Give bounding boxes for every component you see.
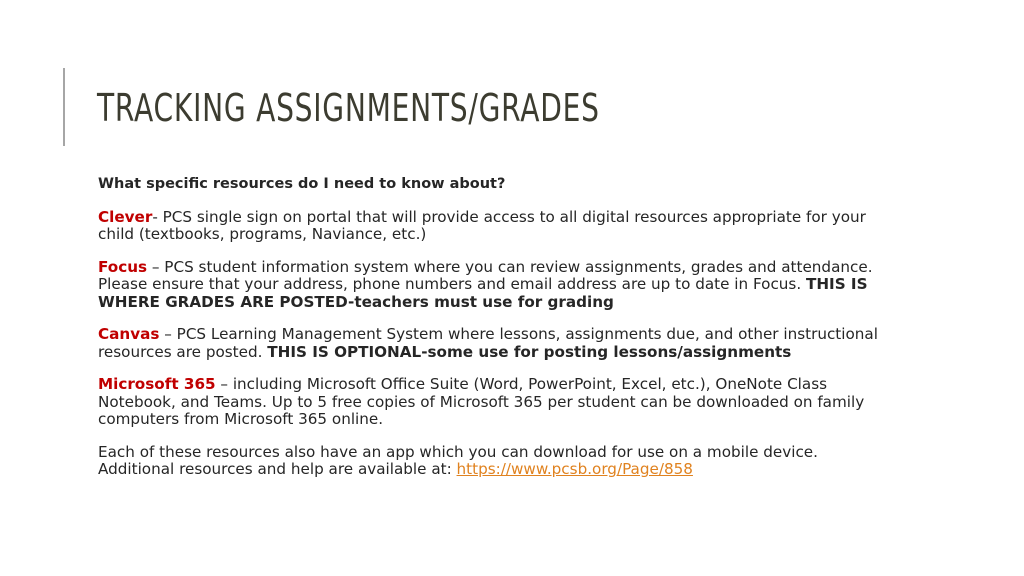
clever-description: - PCS single sign on portal that will provide access to all digital resources appropriate for your child (textbooks, programs, Naviance, etc.) bbox=[98, 207, 866, 243]
resources-link[interactable]: https://www.pcsb.org/Page/858 bbox=[456, 460, 693, 478]
focus-term: Focus bbox=[98, 257, 148, 276]
canvas-paragraph bbox=[98, 326, 898, 361]
canvas-description: – PCS Learning Management System where lessons, assignments due, and other instructional resources are posted. bbox=[98, 325, 878, 361]
closing-text: Each of these resources also have an app which you can download for use on a mobile device. Additional resources and help are available at: bbox=[98, 442, 818, 478]
microsoft-term: Microsoft 365 bbox=[98, 375, 216, 393]
focus-description: – PCS student information system where you can review assignments, grades and attendance. Please ensure that your address, phone numbers and email address are up to date in Focus. bbox=[98, 257, 873, 293]
clever-paragraph bbox=[98, 209, 898, 244]
canvas-emphasis: THIS IS OPTIONAL-some use for posting lessons/assignments bbox=[267, 342, 792, 361]
title-accent-line bbox=[63, 68, 65, 146]
slide-body bbox=[98, 176, 898, 494]
clever-term: Clever bbox=[98, 207, 153, 226]
closing-paragraph bbox=[98, 444, 898, 479]
focus-paragraph bbox=[98, 259, 898, 312]
canvas-term: Canvas bbox=[98, 325, 160, 343]
intro-question: What specific resources do I need to know about? bbox=[98, 176, 506, 192]
focus-emphasis: THIS IS WHERE GRADES ARE POSTED-teachers must use for grading bbox=[98, 275, 868, 311]
microsoft-paragraph bbox=[98, 376, 898, 429]
microsoft-description: – including Microsoft Office Suite (Word, PowerPoint, Excel, etc.), OneNote Class Notebook, and Teams. Up to 5 free copies of Microsoft 365 per student can be downloaded on family computers from Microsoft 365 online. bbox=[98, 375, 865, 428]
slide-title: TRACKING ASSIGNMENTS/GRADES bbox=[97, 86, 600, 130]
